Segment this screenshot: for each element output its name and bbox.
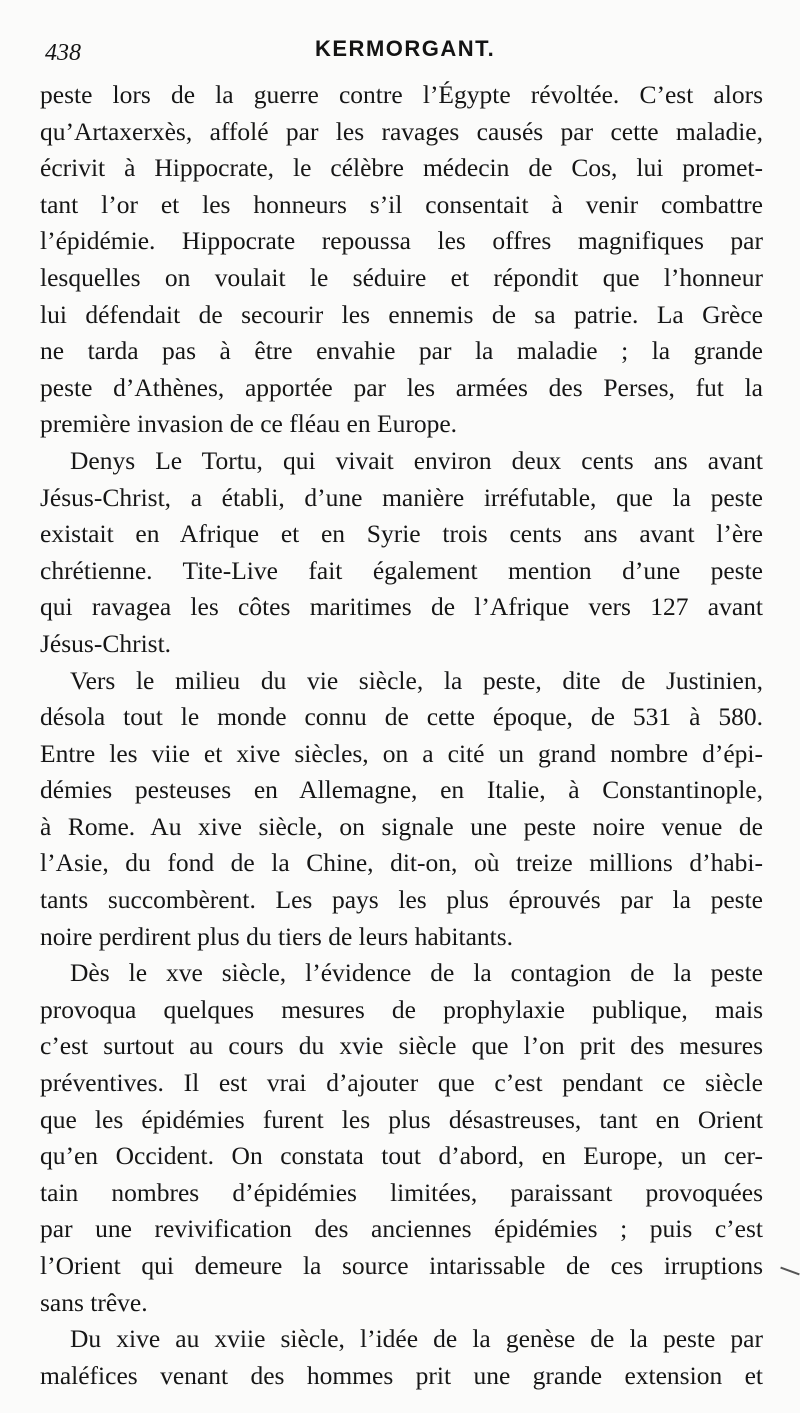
text-line: qui ravagea les côtes maritimes de l’Afrique vers 127 avant bbox=[40, 592, 763, 622]
text-line: peste d’Athènes, apportée par les armées des Perses, fut la bbox=[40, 372, 763, 402]
paragraph bbox=[40, 1321, 763, 1394]
text-line: l’Asie, du fond de la Chine, dit-on, où treize millions d’habi- bbox=[40, 848, 763, 878]
text-line: Du xive au xviie siècle, l’idée de la genèse de la peste par bbox=[70, 1324, 763, 1354]
body-text bbox=[40, 77, 763, 1394]
text-line: Vers le milieu du vie siècle, la peste, dite de Justinien, bbox=[70, 665, 763, 695]
text-line: écrivit à Hippocrate, le célèbre médecin de Cos, lui promet- bbox=[40, 153, 763, 183]
text-line: Jésus-Christ, a établi, d’une manière irréfutable, que la peste bbox=[40, 482, 763, 512]
paragraph bbox=[40, 663, 763, 956]
text-line: qu’en Occident. On constata tout d’abord, en Europe, un cer- bbox=[40, 1141, 763, 1171]
text-line: tant l’or et les honneurs s’il consentait à venir combattre bbox=[40, 189, 763, 219]
text-line: Dès le xve siècle, l’évidence de la contagion de la peste bbox=[70, 958, 763, 988]
text-line: première invasion de ce fléau en Europe. bbox=[40, 409, 458, 439]
text-line: préventives. Il est vrai d’ajouter que c’est pendant ce siècle bbox=[40, 1068, 763, 1098]
margin-mark bbox=[780, 1267, 799, 1276]
text-line: noire perdirent plus du tiers de leurs habitants. bbox=[40, 921, 514, 951]
text-line: Jésus-Christ. bbox=[40, 628, 172, 658]
text-line: lesquelles on voulait le séduire et répondit que l’honneur bbox=[40, 262, 763, 292]
text-line: tants succombèrent. Les pays les plus éprouvés par la peste bbox=[40, 885, 763, 915]
text-line: à Rome. Au xive siècle, on signale une peste noire venue de bbox=[40, 811, 763, 841]
text-line: maléfices venant des hommes prit une grande extension et bbox=[40, 1360, 763, 1390]
paragraph bbox=[40, 955, 763, 1321]
text-line: tain nombres d’épidémies limitées, paraissant provoquées bbox=[40, 1177, 763, 1207]
text-line: ne tarda pas à être envahie par la maladie ; la grande bbox=[40, 336, 763, 366]
text-line: Denys Le Tortu, qui vivait environ deux cents ans avant bbox=[70, 445, 763, 475]
text-line: l’Orient qui demeure la source intarissable de ces irruptions bbox=[40, 1251, 763, 1280]
running-head: KERMORGANT. bbox=[315, 36, 496, 61]
text-line: Entre les viie et xive siècles, on a cité un grand nombre d’épi- bbox=[40, 738, 763, 768]
text-line: existait en Afrique et en Syrie trois cents ans avant l’ère bbox=[40, 519, 763, 549]
text-line: c’est surtout au cours du xvie siècle que l’on prit des mesures bbox=[40, 1031, 763, 1061]
text-line: provoqua quelques mesures de prophylaxie publique, mais bbox=[40, 994, 763, 1024]
text-line: qu’Artaxerxès, affolé par les ravages causés par cette maladie, bbox=[40, 116, 763, 146]
text-line: lui défendait de secourir les ennemis de sa patrie. La Grèce bbox=[40, 299, 763, 329]
text-line: démies pesteuses en Allemagne, en Italie, à Constantinople, bbox=[40, 775, 763, 805]
page-header bbox=[45, 34, 760, 74]
paragraph bbox=[40, 443, 763, 663]
text-line: par une revivification des anciennes épidémies ; puis c’est bbox=[40, 1214, 763, 1244]
text-line: peste lors de la guerre contre l’Égypte révoltée. C’est alors bbox=[40, 80, 763, 109]
paragraph bbox=[40, 77, 763, 443]
page-number: 438 bbox=[45, 40, 81, 66]
text-line: l’épidémie. Hippocrate repoussa les offres magnifiques par bbox=[40, 226, 763, 256]
text-line: sans trêve. bbox=[40, 1287, 148, 1317]
text-line: que les épidémies furent les plus désastreuses, tant en Orient bbox=[40, 1104, 763, 1134]
text-line: désola tout le monde connu de cette époque, de 531 à 580. bbox=[40, 702, 763, 732]
text-line: chrétienne. Tite-Live fait également mention d’une peste bbox=[40, 555, 763, 585]
